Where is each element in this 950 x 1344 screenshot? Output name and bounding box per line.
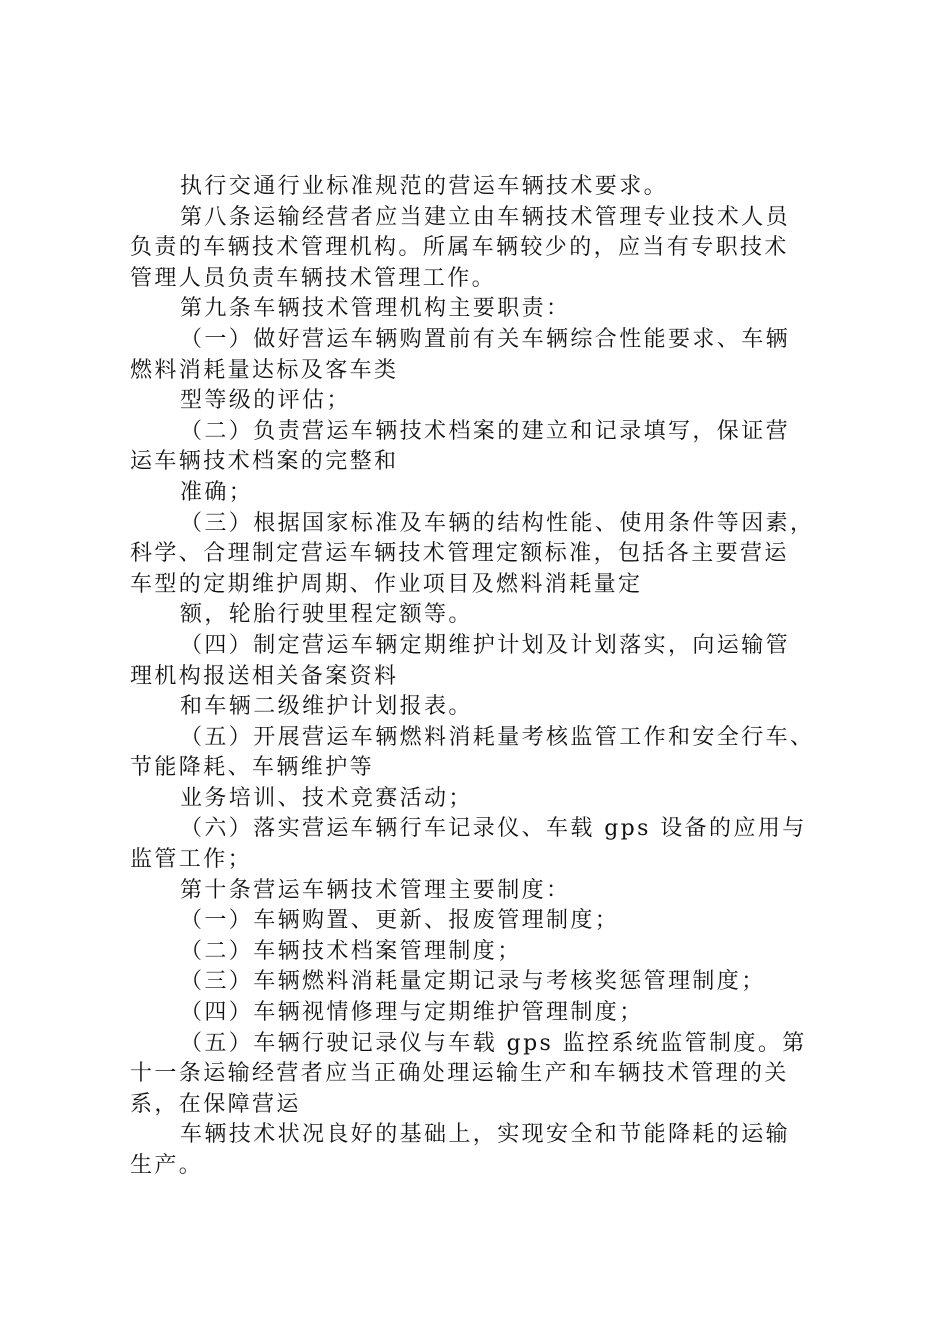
text-line: （三）车辆燃料消耗量定期记录与考核奖惩管理制度； [180, 969, 766, 995]
text-line: 管理人员负责车辆技术管理工作。 [130, 265, 497, 291]
text-line: 准确； [180, 479, 254, 505]
text-line: 车型的定期维护周期、作业项目及燃料消耗量定 [130, 571, 643, 597]
text-line: 理机构报送相关备案资料 [130, 663, 399, 689]
text-line: 负责的车辆技术管理机构。所属车辆较少的，应当有专职技术 [130, 235, 789, 261]
text-line: （六）落实营运车辆行车记录仪、车载 gps 设备的应用与 [180, 816, 807, 842]
document-body [130, 172, 830, 1182]
text-line: （四）车辆视情修理与定期维护管理制度； [180, 1000, 644, 1026]
text-line: 燃料消耗量达标及客车类 [130, 357, 399, 383]
text-line: 型等级的评估； [180, 388, 351, 414]
text-line: 运车辆技术档案的完整和 [130, 449, 399, 475]
text-line: 执行交通行业标准规范的营运车辆技术要求。 [180, 174, 669, 199]
text-line: 业务培训、技术竞赛活动； [180, 785, 473, 811]
text-line: 额，轮胎行驶里程定额等。 [180, 602, 473, 628]
text-line: （一）做好营运车辆购置前有关车辆综合性能要求、车辆 [180, 326, 791, 352]
text-line: 监管工作； [130, 847, 253, 873]
text-line: 第九条车辆技术管理机构主要职责： [180, 296, 571, 322]
text-line: 第十条营运车辆技术管理主要制度： [180, 877, 571, 903]
text-line: 系，在保障营运 [130, 1091, 301, 1117]
text-line: （二）负责营运车辆技术档案的建立和记录填写，保证营 [180, 418, 791, 444]
text-line: 车辆技术状况良好的基础上，实现安全和节能降耗的运输 [180, 1122, 791, 1148]
text-line: （五）车辆行驶记录仪与车载 gps 监控系统监管制度。第 [180, 1030, 807, 1056]
text-line: （一）车辆购置、更新、报废管理制度； [180, 908, 620, 934]
text-line: （五）开展营运车辆燃料消耗量考核监管工作和安全行车、 [180, 724, 815, 750]
text-line: 生产。 [130, 1153, 204, 1178]
text-line: 和车辆二级维护计划报表。 [180, 694, 473, 720]
text-line: （二）车辆技术档案管理制度； [180, 938, 522, 964]
text-line: （三）根据国家标准及车辆的结构性能、使用条件等因素， [180, 510, 815, 536]
text-line: 节能降耗、车辆维护等 [130, 755, 375, 781]
text-line: （四）制定营运车辆定期维护计划及计划落实，向运输管 [180, 632, 791, 658]
text-line: 十一条运输经营者应当正确处理运输生产和车辆技术管理的关 [130, 1061, 789, 1087]
text-line: 科学、合理制定营运车辆技术管理定额标准，包括各主要营运 [130, 541, 789, 567]
text-line: 第八条运输经营者应当建立由车辆技术管理专业技术人员 [180, 204, 791, 230]
